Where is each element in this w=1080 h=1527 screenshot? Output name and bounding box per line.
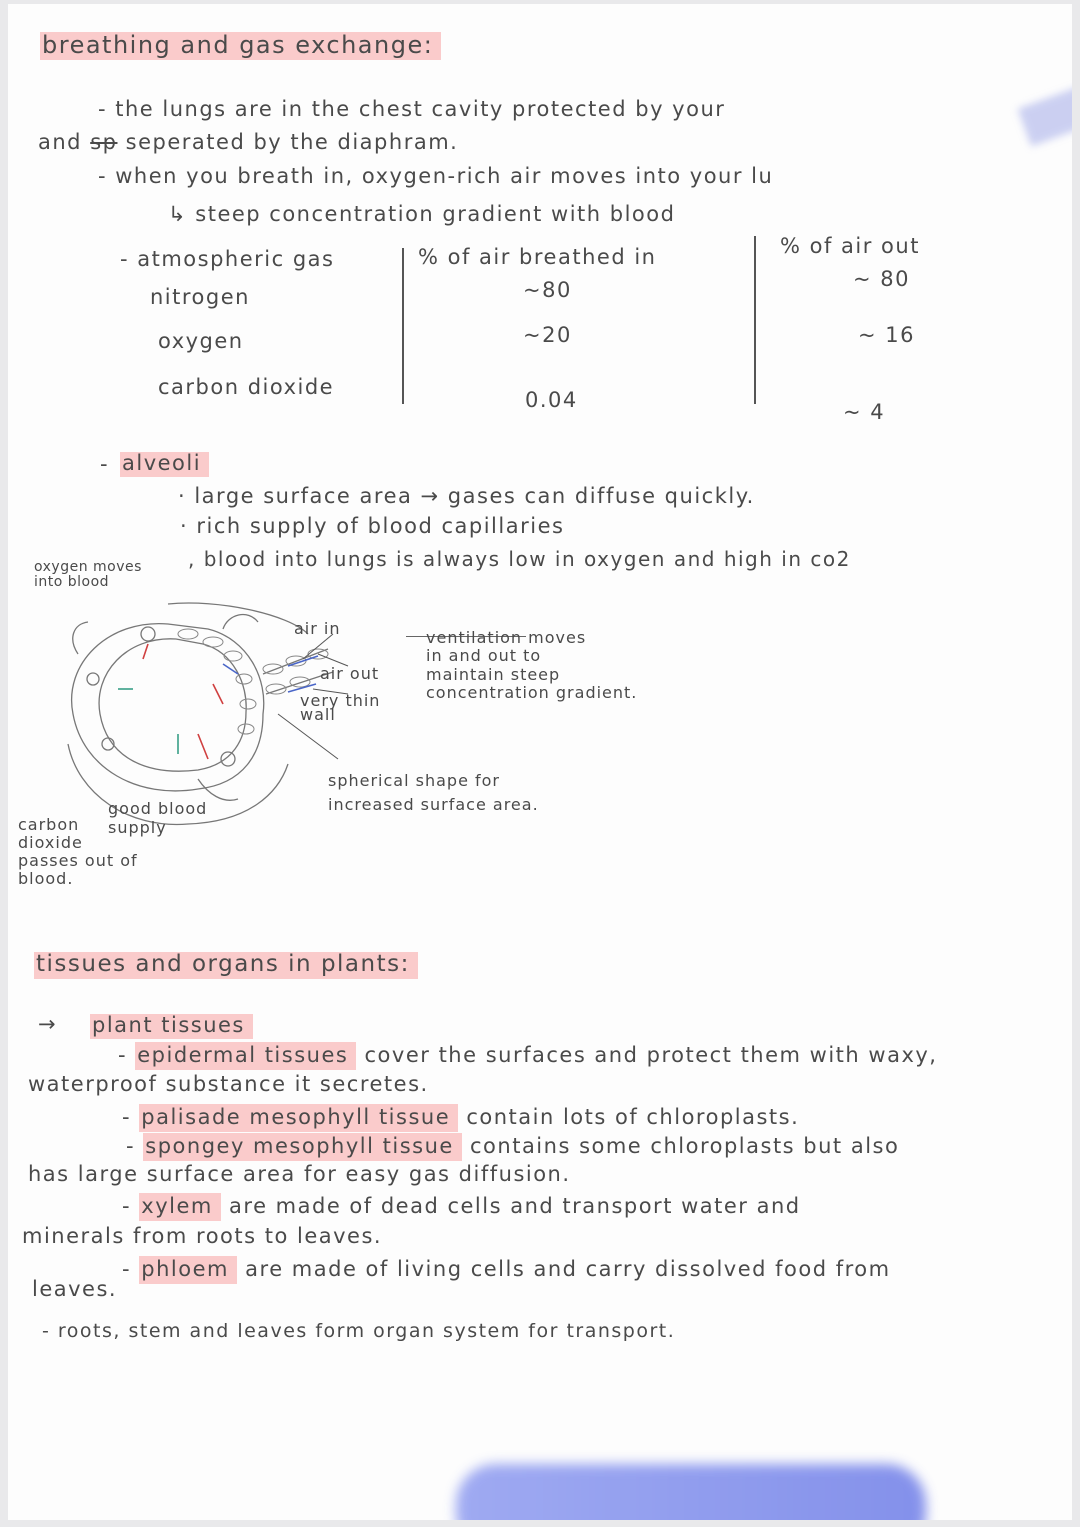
table-gas-co2: carbon dioxide: [158, 375, 335, 399]
organ-system-line: - roots, stem and leaves form organ system for transport.: [42, 1320, 676, 1342]
note-line-gradient: ↳ steep concentration gradient with blood: [168, 202, 676, 226]
table-gas-nitrogen: nitrogen: [150, 285, 250, 309]
spongey-line: - spongey mesophyll tissue contains some chloroplasts but also: [126, 1136, 899, 1157]
note-line-diaphram: [38, 132, 458, 153]
air-in-label: air in: [294, 619, 341, 638]
notebook-page: [8, 4, 1072, 1520]
table-in-co2: 0.04: [525, 388, 578, 412]
palisade-line: - palisade mesophyll tissue contain lots of chloroplasts.: [122, 1107, 799, 1128]
note-line-breath-in: - when you breath in, oxygen-rich air moves into your lu: [98, 164, 774, 188]
term-xylem: xylem: [139, 1193, 221, 1221]
phloem-line: - phloem are made of living cells and carry dissolved food from: [122, 1259, 891, 1280]
section-title-plants: tissues and organs in plants:: [34, 952, 418, 979]
term-palisade: palisade mesophyll tissue: [139, 1104, 458, 1132]
table-divider-1: [402, 248, 404, 404]
page-edge-shadow: [1018, 82, 1072, 147]
diaphram-text: seperated by the diaphram.: [125, 130, 459, 154]
plant-tissues-heading: plant tissues: [90, 1014, 253, 1039]
alveoli-point-oxygen: , blood into lungs is always low in oxygen and high in co2: [188, 547, 851, 571]
alveoli-point-capillaries: · rich supply of blood capillaries: [180, 514, 565, 538]
thin-wall-label: very thin wall: [300, 691, 381, 725]
spongey-desc: contains some chloroplasts but also: [470, 1134, 900, 1158]
word-and: and: [38, 130, 83, 154]
co2-passes-label: carbon dioxide passes out of blood.: [18, 815, 138, 888]
spherical-shape-note: spherical shape for increased surface area.: [328, 771, 539, 814]
term-phloem: phloem: [139, 1256, 237, 1284]
palisade-desc: contain lots of chloroplasts.: [466, 1105, 800, 1129]
note-line-lungs: - the lungs are in the chest cavity protected by your: [98, 97, 726, 121]
blood-supply-label: good blood supply: [108, 799, 208, 838]
gas-arrows: [118, 644, 318, 759]
table-header-out: % of air out: [780, 234, 920, 258]
section-title-breathing: breathing and gas exchange:: [40, 32, 441, 60]
table-in-nitrogen: ~80: [523, 278, 572, 302]
epidermal-desc: cover the surfaces and protect them with waxy,: [364, 1043, 938, 1067]
table-header-in: % of air breathed in: [418, 245, 657, 269]
table-header-gas: - atmospheric gas: [120, 247, 335, 271]
table-out-nitrogen: ~ 80: [853, 267, 910, 291]
term-epidermal: epidermal tissues: [135, 1042, 356, 1070]
term-spongey: spongey mesophyll tissue: [143, 1133, 462, 1161]
spongey-line-2: has large surface area for easy gas diffusion.: [28, 1162, 571, 1186]
xylem-line-2: minerals from roots to leaves.: [22, 1224, 383, 1248]
phloem-line-2: leaves.: [32, 1277, 118, 1301]
oxygen-moves-label: oxygen moves into blood: [34, 559, 142, 590]
table-out-oxygen: ~ 16: [858, 323, 915, 347]
table-gas-oxygen: oxygen: [158, 329, 244, 353]
air-out-label: air out: [320, 664, 380, 683]
ventilation-note: ventilation moves in and out to maintain steep concentration gradient.: [426, 628, 638, 703]
table-out-co2: ~ 4: [843, 400, 886, 424]
table-in-oxygen: ~20: [523, 323, 572, 347]
table-divider-2: [754, 236, 756, 404]
epidermal-line-2: waterproof substance it secretes.: [28, 1072, 429, 1096]
phloem-desc: are made of living cells and carry dissolved food from: [245, 1257, 891, 1281]
arrow-icon: →: [38, 1012, 58, 1036]
alveoli-dash: -: [100, 452, 110, 476]
alveoli-label: alveoli: [120, 452, 209, 477]
crossed-out-word: sp: [90, 130, 118, 154]
epidermal-line: - epidermal tissues cover the surfaces and protect them with waxy,: [118, 1045, 937, 1066]
bottom-shadow: [456, 1464, 926, 1520]
xylem-line: - xylem are made of dead cells and transport water and: [122, 1196, 801, 1217]
xylem-desc: are made of dead cells and transport water and: [229, 1194, 801, 1218]
alveoli-point-surface: · large surface area → gases can diffuse quickly.: [178, 484, 755, 508]
